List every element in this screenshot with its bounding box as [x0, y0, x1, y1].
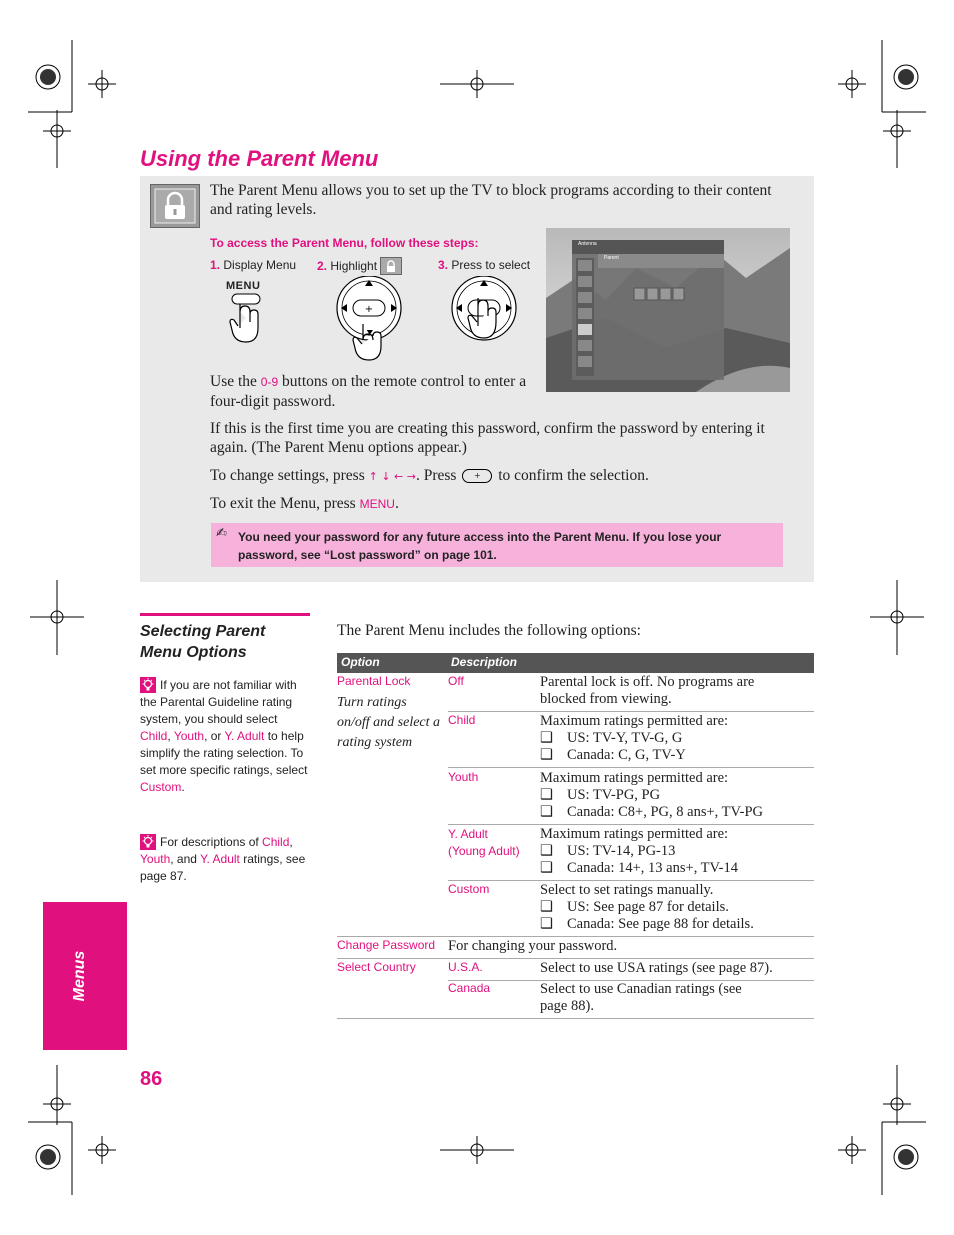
table-row-desc: Select to use Canadian ratings (see page 88). [540, 981, 742, 1014]
step-label: Press to select [451, 258, 531, 272]
table-row-option: Child [448, 713, 476, 727]
table-row-desc [540, 713, 810, 764]
screen-panel-label: Parent [604, 255, 619, 261]
list-item-text: Canada: C, G, TV-Y [567, 747, 686, 763]
table-row-desc [540, 826, 810, 877]
option-select-country: Select Country [337, 960, 416, 974]
tip-1 [140, 677, 310, 796]
tip2-youth: Youth [140, 852, 171, 866]
table-row-desc [540, 770, 810, 821]
table-row-option [448, 826, 520, 860]
checkbox-icon: ❑ [540, 787, 553, 803]
row-divider [448, 880, 814, 881]
tip1-sep: , or [204, 729, 225, 743]
section-title: Selecting Parent Menu Options [140, 623, 266, 661]
table-row-desc [540, 882, 810, 933]
lock-icon [150, 184, 200, 228]
menu-button-label: MENU [226, 280, 261, 292]
intro-text: The Parent Menu allows you to set up the TV to block programs according to their content and rating levels. [210, 182, 772, 218]
checkbox-icon: ❑ [540, 843, 553, 859]
list-item-text: US: TV-Y, TV-G, G [567, 730, 683, 746]
table-row-option: U.S.A. [448, 960, 483, 974]
tv-screen-image [546, 228, 790, 392]
menu-key: MENU [359, 497, 395, 511]
list-item [540, 730, 810, 747]
tip1-text: If you are not familiar with the Parental Guideline rating system, you should select [140, 678, 297, 726]
parent-lock-icon [380, 257, 402, 275]
steps-heading: To access the Parent Menu, follow these steps: [210, 236, 479, 250]
table-intro: The Parent Menu includes the following options: [337, 622, 641, 639]
table-row-option: Custom [448, 882, 490, 896]
row-desc-text: Select to set ratings manually. [540, 882, 714, 898]
list-item-text: Canada: 14+, 13 ans+, TV-14 [567, 860, 739, 876]
tip1-sep: , [167, 729, 174, 743]
list-item-text: Canada: See page 88 for details. [567, 916, 754, 932]
tip2-sep: , [289, 835, 293, 849]
step-number: 1. [210, 258, 221, 272]
change-settings-text [210, 466, 770, 486]
tip2-sep: , and [170, 852, 201, 866]
lightbulb-icon [140, 834, 156, 850]
hand-press-icon [226, 292, 270, 348]
option-name-sub: (Young Adult) [448, 844, 520, 858]
list-item-text: US: See page 87 for details. [567, 899, 729, 915]
note-text: You need your password for any future access into the Parent Menu. If you lose your password, see “Lost password” on page 101. [238, 530, 722, 562]
arrow-keys-icon: ↑ ↓ ← → [368, 470, 416, 483]
table-row-desc: Parental lock is off. No programs are blocked from viewing. [540, 674, 755, 707]
page-number: 86 [140, 1068, 163, 1090]
row-divider [448, 824, 814, 825]
change-post: to confirm the selection. [494, 467, 649, 484]
step-3 [438, 258, 530, 272]
step-label: Display Menu [223, 258, 297, 272]
table-header [337, 653, 814, 673]
digit-keys: 0-9 [260, 375, 279, 389]
tip2-text: For descriptions of [160, 835, 263, 849]
change-pre: To change settings, press [210, 467, 369, 484]
change-password-desc: For changing your password. [448, 938, 618, 954]
checkbox-icon: ❑ [540, 899, 553, 915]
tip1-child: Child [140, 729, 168, 743]
list-item [540, 804, 810, 821]
option-name: Y. Adult [448, 827, 488, 841]
use-pre: Use the [210, 373, 261, 390]
section-rule [140, 613, 310, 616]
checkbox-icon: ❑ [540, 730, 553, 746]
checkbox-icon: ❑ [540, 916, 553, 932]
list-item [540, 843, 810, 860]
option-parental-lock: Parental Lock [337, 674, 411, 688]
table-bottom-rule [337, 1018, 814, 1019]
parental-lock-desc: Turn ratings on/off and select a rating system [337, 695, 441, 750]
step-label: Highlight [330, 259, 378, 274]
list-item [540, 747, 810, 764]
tip1-text: to help simplify the rating selection. To set more specific ratings, select [140, 729, 308, 777]
step-number: 3. [438, 258, 449, 272]
row-divider [448, 767, 814, 768]
option-change-password: Change Password [337, 938, 436, 952]
tip1-youth: Youth [173, 729, 205, 743]
list-item [540, 916, 810, 933]
select-button-icon: + [462, 469, 492, 483]
row-divider [448, 711, 814, 712]
row-divider [337, 936, 814, 937]
checkbox-icon: ❑ [540, 804, 553, 820]
step-1 [210, 258, 296, 272]
list-item-text: Canada: C8+, PG, 8 ans+, TV-PG [567, 804, 763, 820]
password-instruction [210, 372, 530, 411]
table-row-option: Off [448, 674, 464, 688]
row-desc-text: Maximum ratings permitted are: [540, 826, 729, 842]
table-row-desc: Select to use USA ratings (see page 87). [540, 960, 773, 976]
side-tab-label: Menus [71, 950, 88, 1002]
checkbox-icon: ❑ [540, 747, 553, 763]
joystick-highlight-illustration [333, 276, 405, 362]
row-divider [337, 958, 814, 959]
list-item-text: US: TV-PG, PG [567, 787, 661, 803]
exit-text [210, 494, 770, 514]
list-item [540, 787, 810, 804]
step-2 [317, 258, 402, 276]
list-item [540, 860, 810, 877]
tip2-yadult: Y. Adult [200, 852, 240, 866]
tip2-text: ratings, see page 87. [140, 852, 306, 883]
use-post: buttons on the remote control to enter a four-digit password. [210, 373, 527, 410]
column-header-description: Description [451, 655, 518, 669]
step-number: 2. [317, 259, 328, 274]
column-header-option: Option [341, 655, 380, 669]
list-item-text: US: TV-14, PG-13 [567, 843, 676, 859]
tip1-end: . [181, 780, 185, 794]
menu-button-illustration [226, 280, 270, 350]
tip2-child: Child [262, 835, 290, 849]
joystick-select-illustration [448, 276, 520, 350]
tip-2 [140, 834, 310, 885]
svg-text:+: + [364, 304, 374, 315]
change-mid: . Press [415, 467, 461, 484]
tip1-yadult: Y. Adult [224, 729, 265, 743]
table-row-option: Canada [448, 981, 491, 995]
row-desc-text: Maximum ratings permitted are: [540, 770, 729, 786]
lightbulb-icon [140, 677, 156, 693]
exit-post: . [394, 495, 399, 512]
first-time-text: If this is the first time you are creating this password, confirm the password by entering it again. (The Parent Menu options appear.) [210, 420, 765, 456]
pencil-note-icon: ✍ [216, 526, 227, 541]
page-title: Using the Parent Menu [140, 146, 379, 171]
screen-tab-label: Antenna [578, 241, 597, 247]
row-desc-text: Maximum ratings permitted are: [540, 713, 729, 729]
exit-pre: To exit the Menu, press [210, 495, 360, 512]
list-item [540, 899, 810, 916]
tip1-custom: Custom [140, 780, 182, 794]
checkbox-icon: ❑ [540, 860, 553, 876]
table-row-option: Youth [448, 770, 479, 784]
